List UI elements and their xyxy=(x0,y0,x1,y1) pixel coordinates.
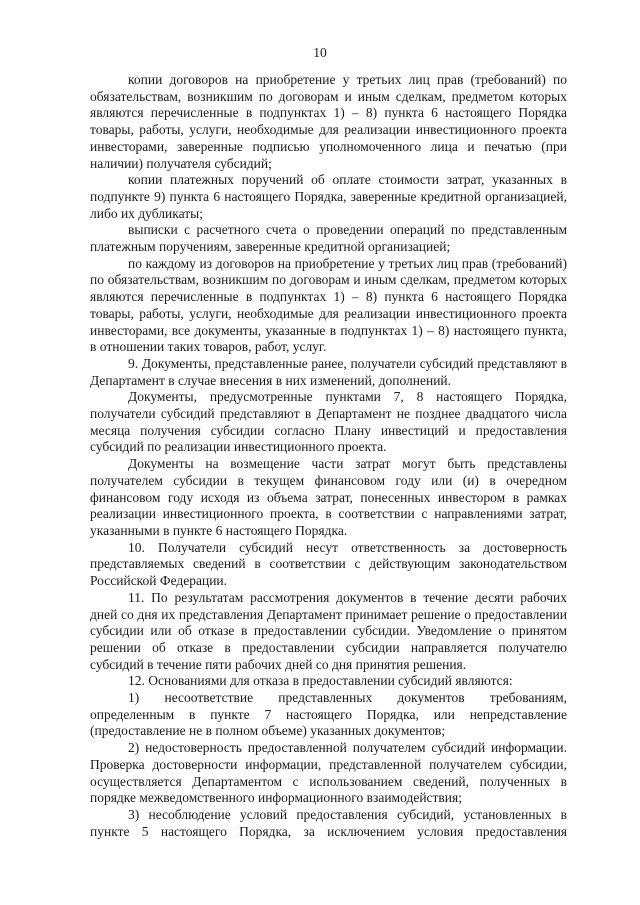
page-number: 10 xyxy=(313,45,327,60)
paragraph-submission-deadline: Документы, предусмотренные пунктами 7, 8 настоящего Порядка, получатели субсидий представляют в Департамент не позднее двадцатого числа месяца получения субсидии согласно Плану инвестиций и предоставления субсидий по реализации инвестиционного проекта. xyxy=(90,389,567,455)
paragraph-cost-reimbursement: Документы на возмещение части затрат могут быть представлены получателем субсидии в текущем финансовом году или (и) в очередном финансовом году исходя из объема затрат, понесенных инвестором в рамках реализации инвестиционного проекта, в соответствии с направлениями затрат, указанными в пункте 6 настоящего Порядка. xyxy=(90,456,567,538)
paragraph-each-contract-documents: по каждому из договоров на приобретение у третьих лиц прав (требований) по обязательствам, возникшим по договорам и иным сделкам, предметом которых являются перечисленные в подпунктах 1) – 8) пункта 6 настоящего Порядка товары, работы, услуги, необходимые для реализации инвестиционного проекта инвесторами, все документы, указанные в подпунктах 1) – 8) настоящего пункта, в отношении таких товаров, работ, услуг. xyxy=(90,255,567,355)
paragraph-account-statements: выписки с расчетного счета о проведении операций по представленным платежным поручениям, заверенные кредитной организацией; xyxy=(90,222,567,255)
paragraph-refusal-reason-3: 3) несоблюдение условий предоставления субсидий, установленных в пункте 5 настоящего Порядка, за исключением условия предоставления xyxy=(90,806,567,839)
paragraph-payment-orders: копии платежных поручений об оплате стоимости затрат, указанных в подпункте 9) пункта 6 настоящего Порядка, заверенные кредитной организацией, либо их дубликаты; xyxy=(90,172,567,221)
paragraph-item-12: 12. Основаниями для отказа в предоставлении субсидий являются: xyxy=(128,673,513,689)
paragraph-refusal-reason-1: 1) несоответствие представленных документов требованиям, определенным в пункте 7 настоящего Порядка, или непредставление (предоставление не в полном объеме) указанных документов; xyxy=(90,690,567,739)
paragraph-item-9: 9. Документы, представленные ранее, получатели субсидий представляют в Департамент в случае внесения в них изменений, дополнений. xyxy=(90,355,567,388)
paragraph-item-11: 11. По результатам рассмотрения документов в течение десяти рабочих дней со дня их представления Департамент принимает решение о предоставлении субсидии или об отказе в предоставлении субсидии. Уведомление о принятом решении об отказе в предоставлении субсидии направляется получателю субсидий в течение пяти рабочих дней со дня принятия решения. xyxy=(90,589,567,672)
paragraph-refusal-reason-2: 2) недостоверность предоставленной получателем субсидий информации. Проверка достоверности информации, представленной получателем субсидии, осуществляется Департаментом с использованием сведений, полученных в порядке межведомственного информационного взаимодействия; xyxy=(90,740,567,806)
paragraph-item-10: 10. Получатели субсидий несут ответственность за достоверность представляемых сведений в соответствии с действующим законодательством Российской Федерации. xyxy=(90,539,567,589)
document-body xyxy=(90,72,567,840)
paragraph-contract-copies: копии договоров на приобретение у третьих лиц прав (требований) по обязательствам, возникшим по договорам и иным сделкам, предметом которых являются перечисленные в подпунктах 1) – 8) пункта 6 настоящего Порядка товары, работы, услуги, необходимые для реализации инвестиционного проекта инвесторами, заверенные подписью уполномоченного лица и печатью (при наличии) получателя субсидий; xyxy=(90,72,567,171)
